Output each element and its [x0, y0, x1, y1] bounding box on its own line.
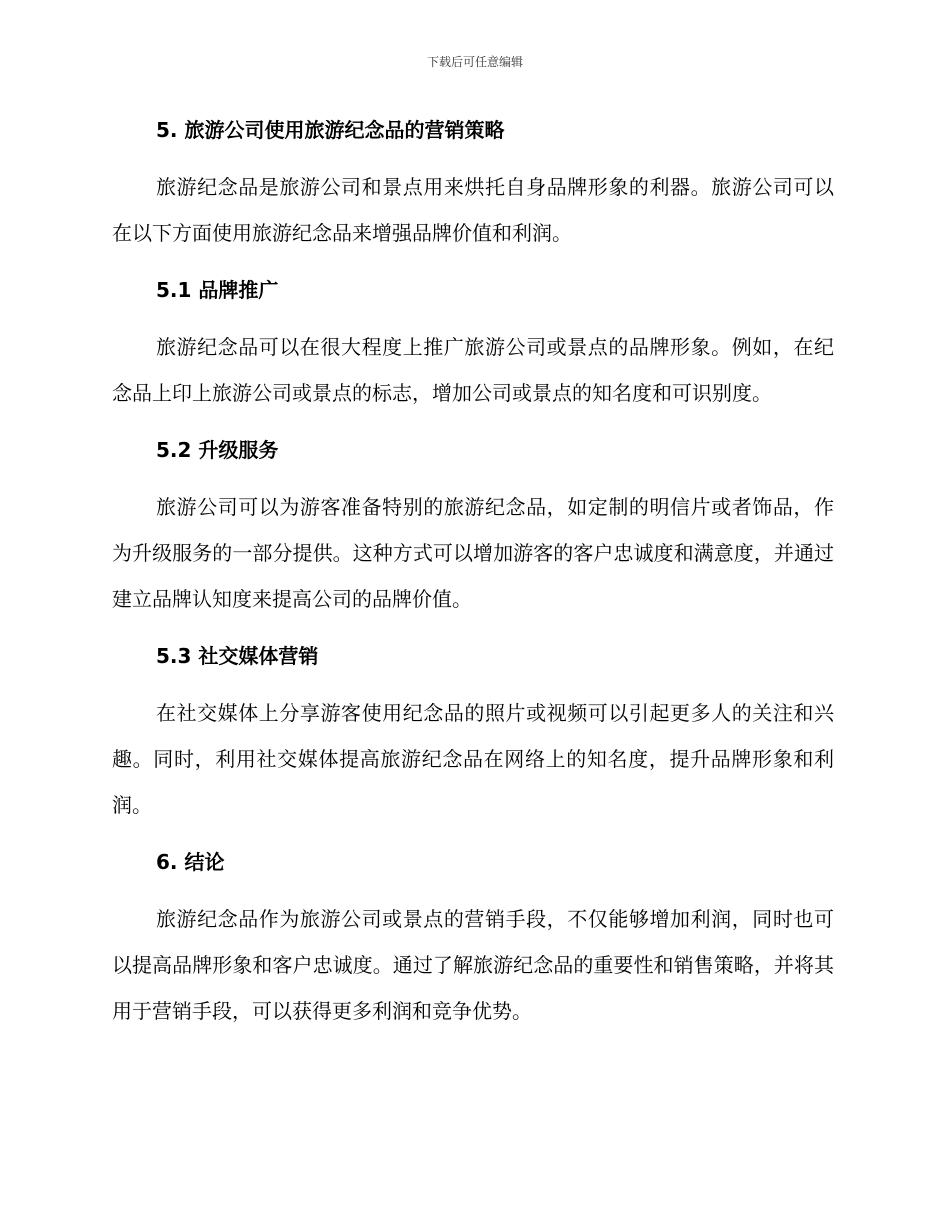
section-heading-6: 6. 结论: [156, 850, 225, 874]
section-heading-5-1: 5.1 品牌推广: [156, 278, 279, 302]
section-paragraph-5-1: 旅游纪念品可以在很大程度上推广旅游公司或景点的品牌形象。例如，在纪念品上印上旅游公司或景点的标志，增加公司或景点的知名度和可识别度。: [112, 335, 834, 405]
page-header: 下载后可任意编辑: [426, 55, 523, 69]
document-body: [112, 108, 834, 1034]
section-heading-5-2: 5.2 升级服务: [156, 438, 279, 462]
section-heading-5: 5. 旅游公司使用旅游纪念品的营销策略: [156, 118, 505, 142]
section-paragraph-5-3: 在社交媒体上分享游客使用纪念品的照片或视频可以引起更多人的关注和兴趣。同时，利用社交媒体提高旅游纪念品在网络上的知名度，提升品牌形象和利润。: [112, 701, 834, 817]
section-paragraph-5-2: 旅游公司可以为游客准备特别的旅游纪念品，如定制的明信片或者饰品，作为升级服务的一部分提供。这种方式可以增加游客的客户忠诚度和满意度，并通过建立品牌认知度来提高公司的品牌价值。: [112, 495, 834, 611]
section-heading-5-3: 5.3 社交媒体营销: [156, 644, 319, 668]
section-paragraph-5: 旅游纪念品是旅游公司和景点用来烘托自身品牌形象的利器。旅游公司可以在以下方面使用旅游纪念品来增强品牌价值和利润。: [112, 175, 834, 245]
section-paragraph-6: 旅游纪念品作为旅游公司或景点的营销手段，不仅能够增加利润，同时也可以提高品牌形象和客户忠诚度。通过了解旅游纪念品的重要性和销售策略，并将其用于营销手段，可以获得更多利润和竞争优势。: [112, 907, 834, 1023]
